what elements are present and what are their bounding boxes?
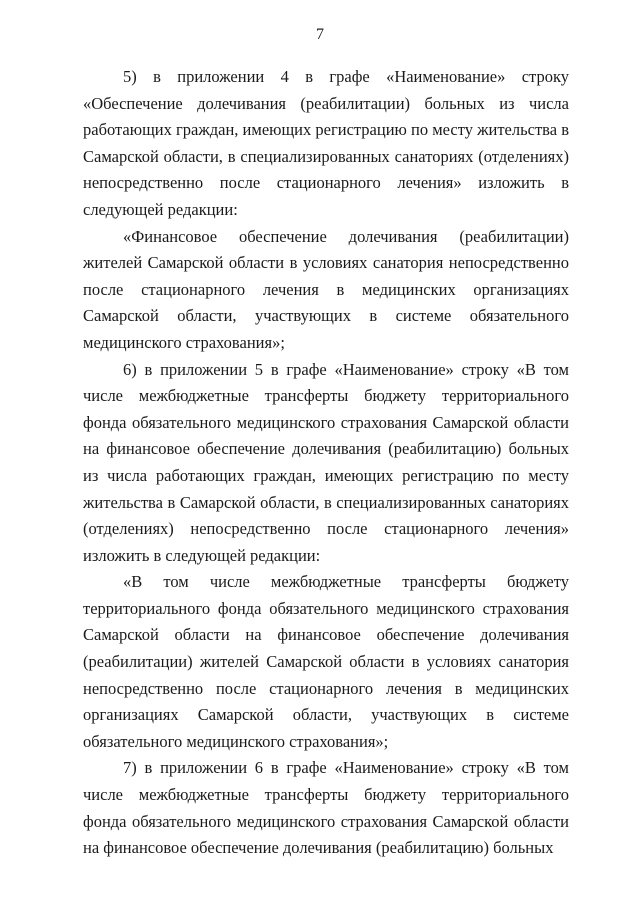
amendment-item-5: 5) в приложении 4 в графе «Наименование» строку «Обеспечение долечивания (реабилитации) больных из числа работающих граждан, имеющих регистрацию по месту жительства в Самарской области, в специализированных санаториях (отделениях) непосредственно после стационарного лечения» изложить в следующей редакции:	[83, 67, 569, 219]
page-number: 7	[316, 26, 324, 43]
amendment-item-5-new-wording: «Финансовое обеспечение долечивания (реабилитации) жителей Самарской области в условиях санатория непосредственно после стационарного лечения в медицинских организациях Самарской области, участвующих в системе обязательного медицинского страхования»;	[83, 226, 569, 352]
amendment-item-6-new-wording: «В том числе межбюджетные трансферты бюджету территориального фонда обязательного медицинского страхования Самарской области на финансовое обеспечение долечивания (реабилитации) жителей Самарской области в условиях санатория непосредственно после стационарного лечения в медицинских организациях Самарской области, участвующих в системе обязательного медицинского страхования»;	[83, 572, 569, 751]
document-body	[83, 64, 569, 862]
amendment-item-7: 7) в приложении 6 в графе «Наименование» строку «В том числе межбюджетные трансферты бюджету территориального фонда обязательного медицинского страхования Самарской области на финансовое обеспечение долечивания (реабилитацию) больных	[83, 758, 569, 858]
amendment-item-6: 6) в приложении 5 в графе «Наименование» строку «В том числе межбюджетные трансферты бюджету территориального фонда обязательного медицинского страхования Самарской области на финансовое обеспечение долечивания (реабилитацию) больных из числа работающих граждан, имеющих регистрацию по месту жительства в Самарской области, в специализированных санаториях (отделениях) непосредственно после стационарного лечения» изложить в следующей редакции:	[83, 359, 569, 565]
